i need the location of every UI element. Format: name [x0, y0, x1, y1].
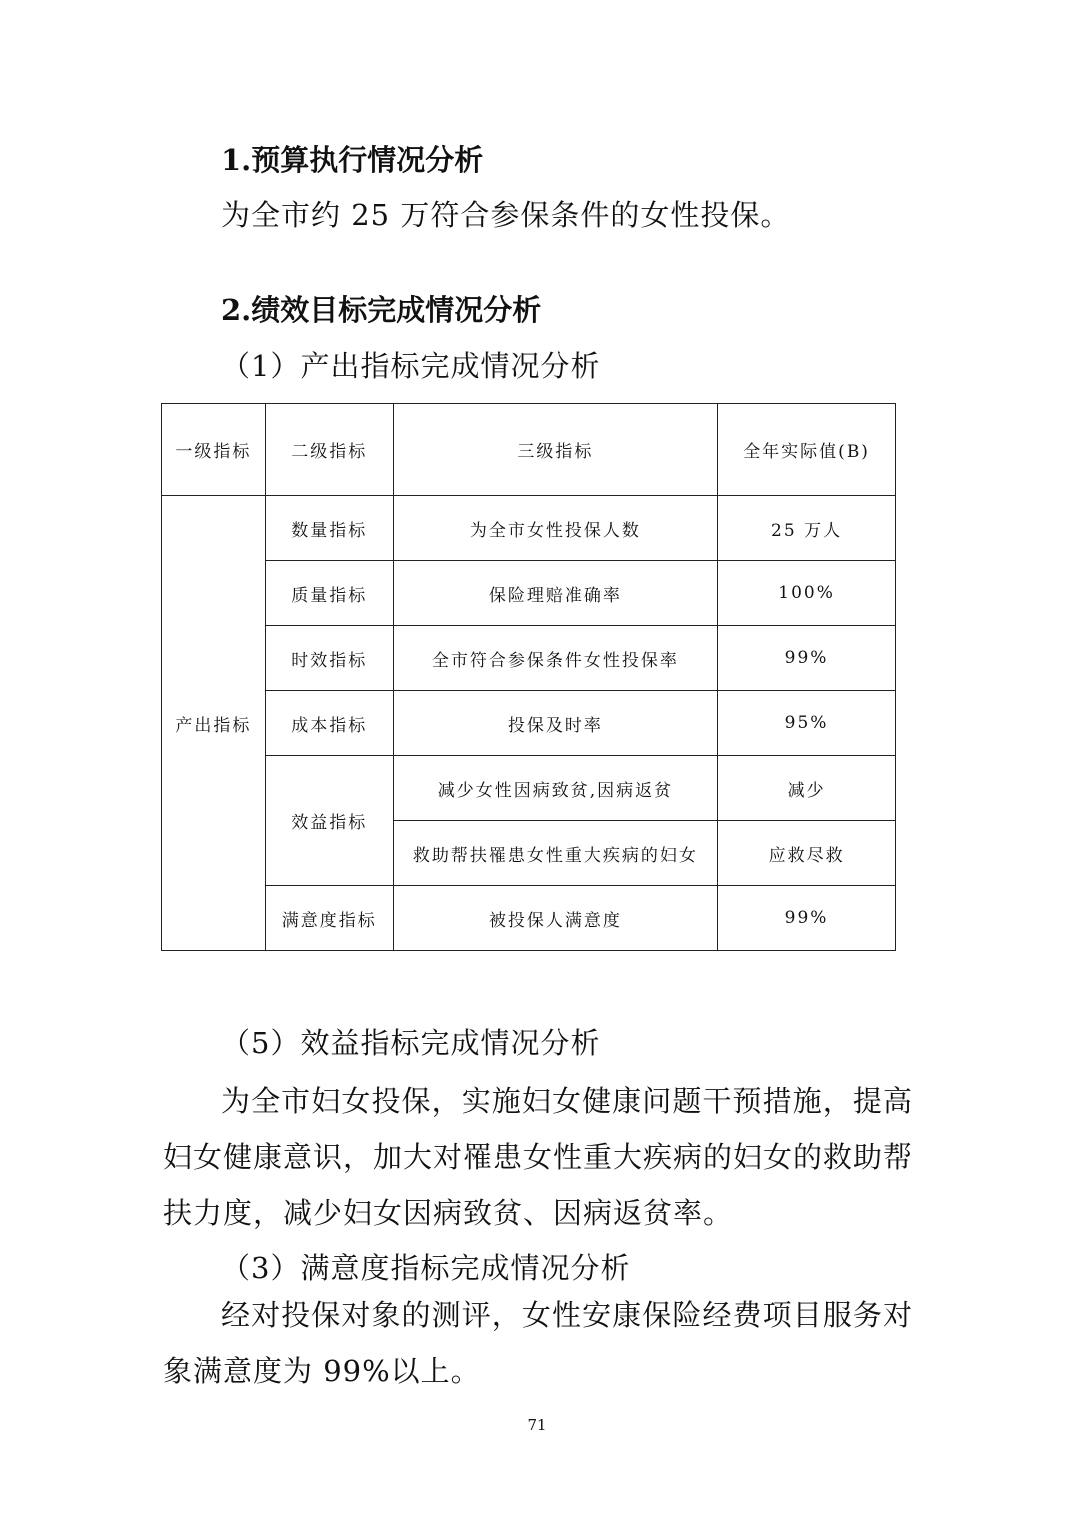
level3-cell: 被投保人满意度 [393, 886, 717, 951]
level3-cell: 为全市女性投保人数 [393, 496, 717, 561]
table-header-row [162, 404, 896, 496]
subsection5-heading: （5）效益指标完成情况分析 [221, 1026, 601, 1060]
page-number: 71 [527, 1416, 547, 1434]
indicator-table [161, 403, 896, 951]
section1-heading: 1.预算执行情况分析 [221, 143, 484, 177]
table-row [162, 691, 896, 756]
table-row [162, 886, 896, 951]
header-value: 全年实际值(B) [718, 404, 896, 496]
table-row [162, 756, 896, 821]
value-cell: 95% [718, 691, 896, 756]
value-cell: 99% [718, 626, 896, 691]
table-row [162, 626, 896, 691]
level3-cell: 全市符合参保条件女性投保率 [393, 626, 717, 691]
table-row [162, 496, 896, 561]
level2-cell: 时效指标 [265, 626, 393, 691]
level2-cell: 数量指标 [265, 496, 393, 561]
value-cell: 应救尽救 [718, 821, 896, 886]
value-cell: 减少 [718, 756, 896, 821]
header-level1: 一级指标 [162, 404, 266, 496]
value-cell: 25 万人 [718, 496, 896, 561]
header-level2: 二级指标 [265, 404, 393, 496]
value-cell: 99% [718, 886, 896, 951]
subsection3-text: 经对投保对象的测评，女性安康保险经费项目服务对象满意度为 99%以上。 [163, 1298, 913, 1388]
level2-cell: 成本指标 [265, 691, 393, 756]
level2-cell: 质量指标 [265, 561, 393, 626]
header-level3: 三级指标 [393, 404, 717, 496]
level2-cell: 满意度指标 [265, 886, 393, 951]
table-row [162, 561, 896, 626]
subsection1-heading: （1）产出指标完成情况分析 [221, 349, 601, 383]
section2-heading: 2.绩效目标完成情况分析 [221, 293, 542, 327]
value-cell: 100% [718, 561, 896, 626]
level3-cell: 减少女性因病致贫,因病返贫 [393, 756, 717, 821]
subsection5-text: 为全市妇女投保，实施妇女健康问题干预措施，提高妇女健康意识，加大对罹患女性重大疾病的妇女的救助帮扶力度，减少妇女因病致贫、因病返贫率。 [163, 1084, 914, 1230]
level3-cell: 投保及时率 [393, 691, 717, 756]
level1-cell: 产出指标 [162, 496, 266, 951]
level2-cell: 效益指标 [265, 756, 393, 886]
level3-cell: 救助帮扶罹患女性重大疾病的妇女 [393, 821, 717, 886]
level3-cell: 保险理赔准确率 [393, 561, 717, 626]
subsection3-heading: （3）满意度指标完成情况分析 [221, 1251, 631, 1285]
section1-text: 为全市约 25 万符合参保条件的女性投保。 [221, 198, 791, 232]
